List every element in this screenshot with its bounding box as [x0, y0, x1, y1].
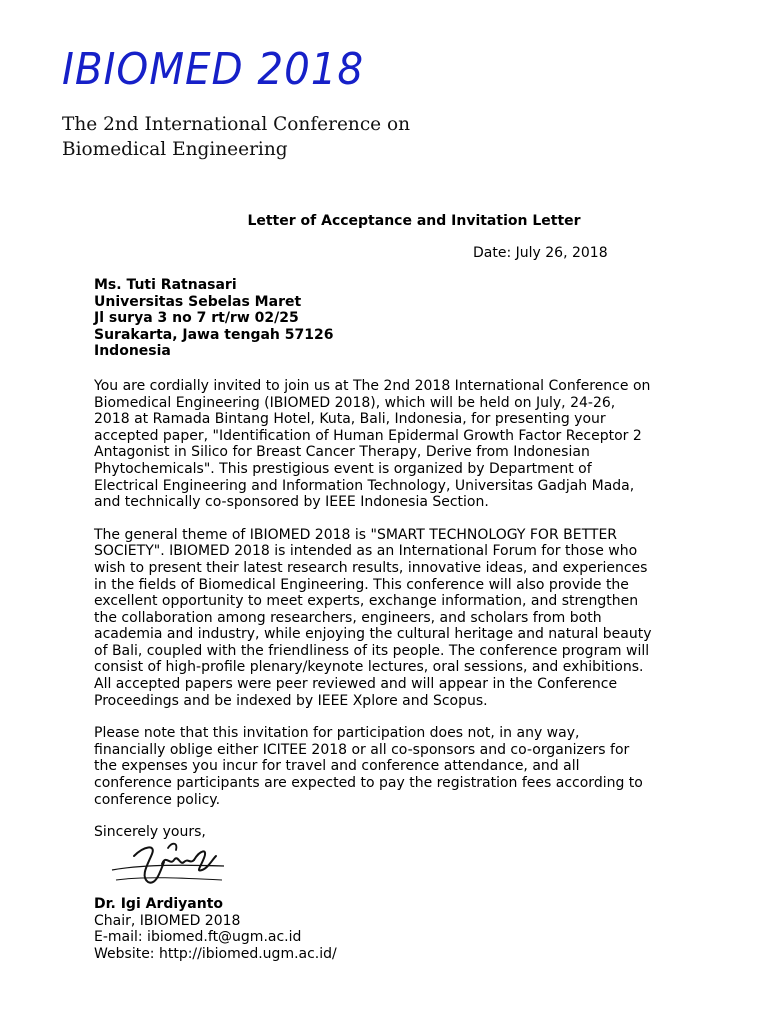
signatory-email: E-mail: ibiomed.ft@ugm.ac.id — [94, 929, 302, 946]
conference-logo: IBIOMED 2018 — [62, 44, 365, 95]
signature-block — [94, 896, 337, 962]
recipient-street: Jl surya 3 no 7 rt/rw 02/25 — [94, 310, 299, 327]
subtitle-line-1: The 2nd International Conference on — [62, 114, 411, 135]
signatory-role: Chair, IBIOMED 2018 — [94, 912, 241, 929]
letter-title: Letter of Acceptance and Invitation Letter — [247, 213, 581, 229]
closing-text: Sincerely yours, — [94, 824, 206, 841]
subtitle-line-2: Biomedical Engineering — [62, 139, 288, 160]
paragraph-theme: The general theme of IBIOMED 2018 is "SMART TECHNOLOGY FOR BETTER SOCIETY". IBIOMED 2018 is intended as an International Forum for those who wish to present their latest research results, innovative ideas, and experiences in the fields of Biomedical Engineering. This conference will also provide the excellent opportunity to meet experts, exchange information, and strengthen the collaboration among researchers, engineers, and scholars from both academia and industry, while enjoying the cultural heritage and natural beauty of Bali, coupled with the friendliness of its people. The conference program will consist of high-profile plenary/keynote lectures, oral sessions, and exhibitions. All accepted papers were peer reviewed and will appear in the Conference Proceedings and be indexed by IEEE Xplore and Scopus. — [94, 526, 652, 709]
recipient-country: Indonesia — [94, 343, 171, 360]
signatory-website: Website: http://ibiomed.ugm.ac.id/ — [94, 945, 337, 962]
recipient-institution: Universitas Sebelas Maret — [94, 293, 302, 310]
recipient-name: Ms. Tuti Ratnasari — [94, 277, 237, 293]
letter-body — [94, 277, 654, 841]
handwritten-signature — [104, 836, 244, 896]
paragraph-invitation: You are cordially invited to join us at The 2nd 2018 International Conference on Biomedical Engineering (IBIOMED 2018), which will be held on July, 24-26, 2018 at Ramada Bintang Hotel, Kuta, Bali, Indonesia, for presenting your accepted paper, "Identification of Human Epidermal Growth Factor Receptor 2 Antagonist in Silico for Breast Cancer Therapy, Derive from Indonesian Phytochemicals". This prestigious event is organized by Department of Electrical Engineering and Information Technology, Universitas Gadjah Mada, and technically co-sponsored by IEEE Indonesia Section. — [94, 377, 651, 511]
recipient-city: Surakarta, Jawa tengah 57126 — [94, 326, 334, 343]
letter-date: Date: July 26, 2018 — [473, 245, 608, 261]
conference-subtitle — [62, 112, 410, 162]
paragraph-note: Please note that this invitation for participation does not, in any way, financially oblige either ICITEE 2018 or all co-sponsors and co-organizers for the expenses you incur for travel and conference attendance, and all conference participants are expected to pay the registration fees according to conference policy. — [94, 725, 643, 808]
signatory-name: Dr. Igi Ardiyanto — [94, 896, 224, 912]
recipient-address — [94, 277, 654, 360]
